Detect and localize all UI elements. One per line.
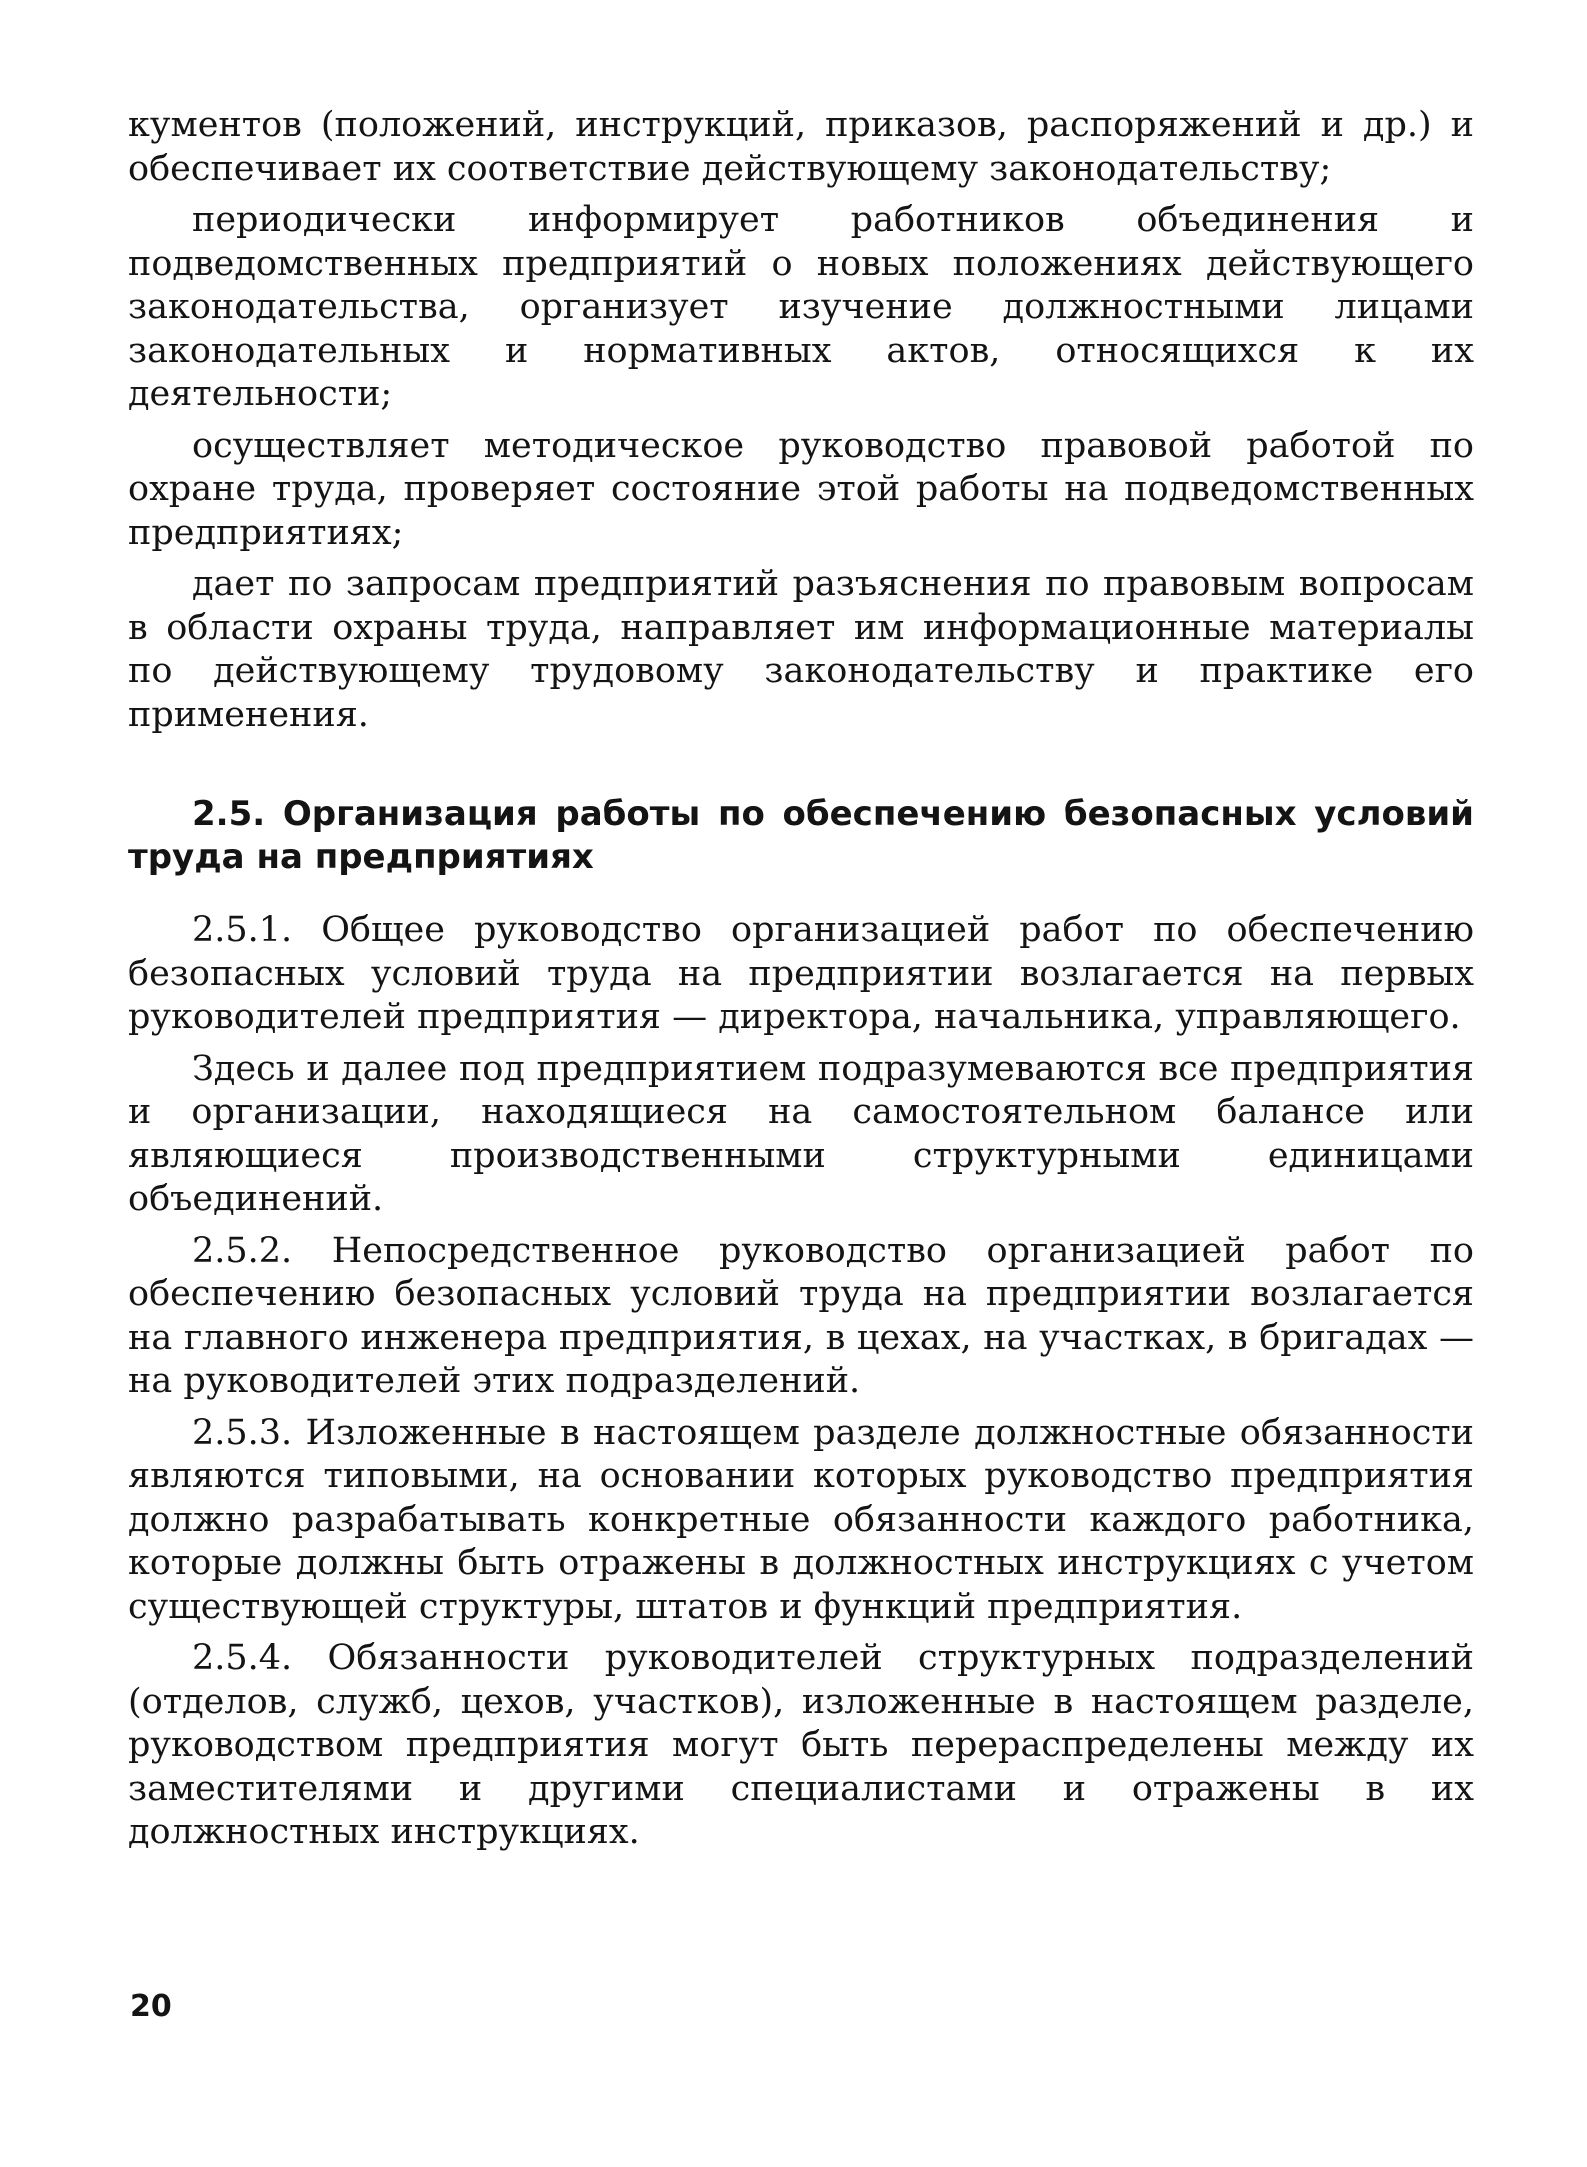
paragraph-2-5-1: 2.5.1. Общее руководство организацией работ по обеспечению безопасных условий труда на предприятии возлагается на первых руководителей предприятия — директора, начальника, управляющего.: [128, 910, 1474, 1037]
body-text: [128, 104, 1474, 1863]
paragraph-2-5-4: 2.5.4. Обязанности руководителей структурных подразделений (отделов, служб, цехов, участков), изложенные в настоящем разделе, руководством предприятия могут быть перераспределены между их заместителями и другими специалистами и отражены в их должностных инструкциях.: [128, 1638, 1474, 1852]
paragraph-duties-continuation: кументов (положений, инструкций, приказов, распоряжений и др.) и обеспечивает их соответствие действующему законодательству;: [128, 105, 1474, 189]
section-heading-2-5: 2.5. Организация работы по обеспечению безопасных условий труда на предприятиях: [128, 794, 1474, 877]
paragraph-inform-employees: периодически информирует работников объединения и подведомственных предприятий о новых положениях действующего законодательства, организует изучение должностными лицами законодательных и нормативных актов, относящихся к их деятельности;: [128, 200, 1474, 414]
paragraph-2-5-2: 2.5.2. Непосредственное руководство организацией работ по обеспечению безопасных условий труда на предприятии возлагается на главного инженера предприятия, в цехах, на участках, в бригадах — на руководителей этих подразделений.: [128, 1230, 1474, 1401]
paragraph-methodical-guidance: осуществляет методическое руководство правовой работой по охране труда, проверяет состояние этой работы на подведомственных предприятиях;: [128, 425, 1474, 553]
paragraph-enterprise-definition: Здесь и далее под предприятием подразумеваются все предприятия и организации, находящиеся на самостоятельном балансе или являющиеся производственными структурными единицами объединений.: [128, 1048, 1474, 1219]
page-number: 20: [130, 1989, 172, 2024]
paragraph-2-5-3: 2.5.3. Изложенные в настоящем разделе должностные обязанности являются типовыми, на основании которых руководство предприятия должно разрабатывать конкретные обязанности каждого работника, которые должны быть отражены в должностных инструкциях с учетом существующей структуры, штатов и функций предприятия.: [128, 1412, 1474, 1627]
paragraph-legal-clarifications: дает по запросам предприятий разъяснения по правовым вопросам в области охраны труда, направляет им информационные материалы по действующему трудовому законодательству и практике его применения.: [128, 564, 1474, 735]
